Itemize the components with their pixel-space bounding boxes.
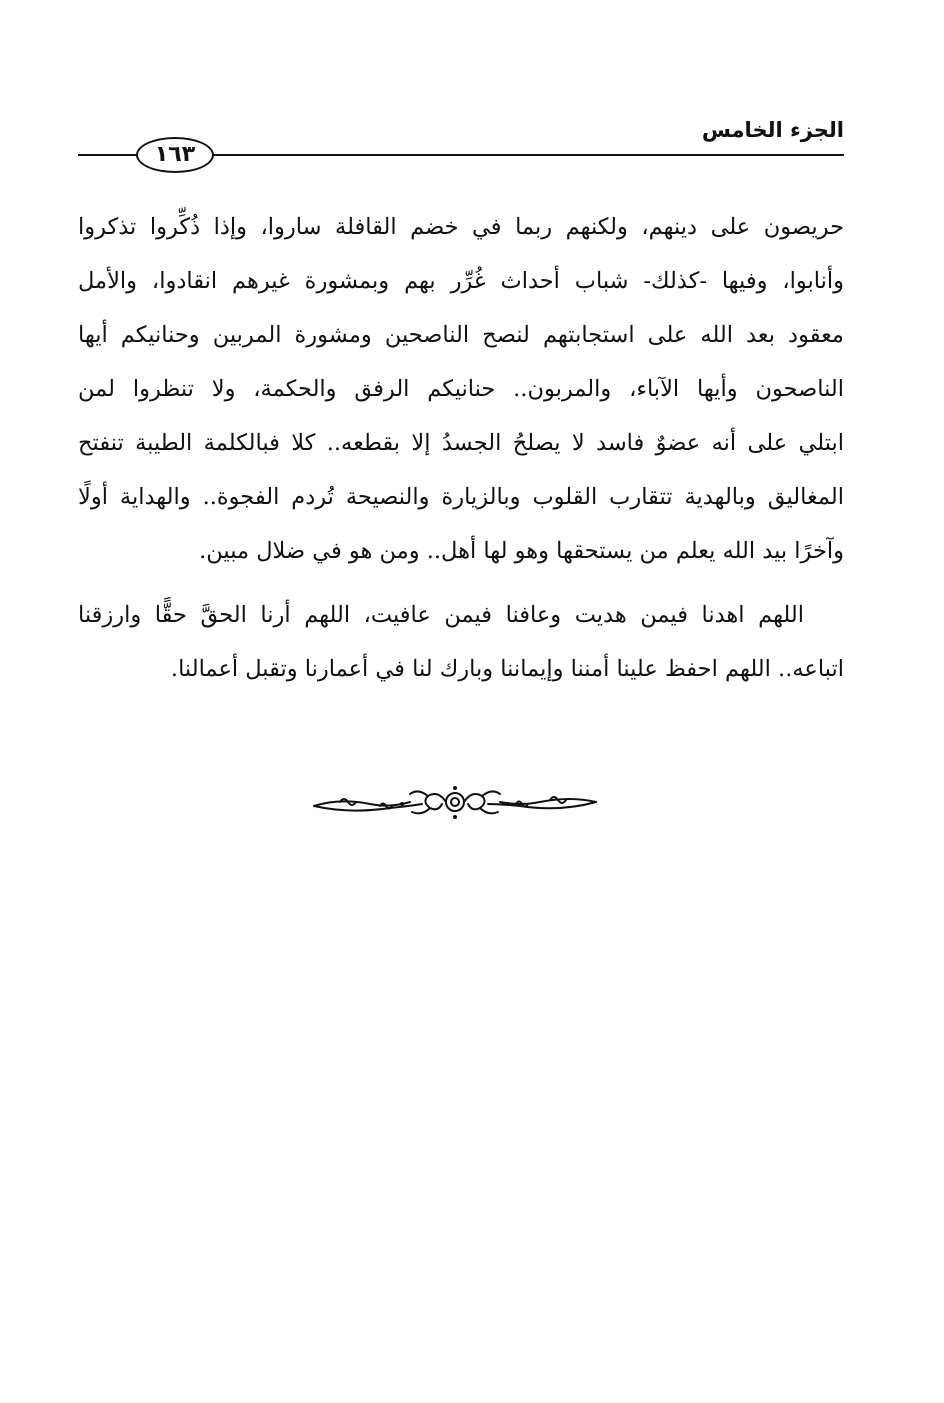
text-line: الناصحون وأيها الآباء، والمربون.. حنانيكم الرفق والحكمة، ولا تنظروا لمن [78,376,844,402]
text-line: ابتلي على أنه عضوٌ فاسد لا يصلحُ الجسدُ إلا بقطعه.. كلا فبالكلمة الطيبة تنفتح [78,430,844,456]
page-number: ١٦٣ [136,137,214,173]
text-line: وآخرًا بيد الله يعلم من يستحقها وهو لها أهل.. ومن هو في ضلال مبين. [199,538,844,564]
running-title: الجزء الخامس [701,118,844,142]
text-line: وأنابوا، وفيها -كذلك- شباب أحداث غُرِّر بهم وبمشورة غيرهم انقادوا، والأمل [78,268,844,294]
body-text [78,200,844,696]
floral-divider-icon [310,784,600,824]
header-rule-left [78,154,138,156]
text-line: اللهم اهدنا فيمن هديت وعافنا فيمن عافيت، اللهم أرنا الحقَّ حقًّا وارزقنا [78,602,804,628]
text-line: معقود بعد الله على استجابتهم لنصح الناصحين ومشورة المربين وحنانيكم أيها [78,322,844,348]
text-line: المغاليق وبالهدية تتقارب القلوب وبالزيارة والنصيحة تُردم الفجوة.. والهداية أولًا [78,484,844,510]
text-line: حريصون على دينهم، ولكنهم ربما في خضم القافلة ساروا، وإذا ذُكِّروا تذكروا [78,214,844,240]
header-rule [210,154,844,156]
text-line: اتباعه.. اللهم احفظ علينا أمننا وإيماننا وبارك لنا في أعمارنا وتقبل أعمالنا. [170,656,844,682]
